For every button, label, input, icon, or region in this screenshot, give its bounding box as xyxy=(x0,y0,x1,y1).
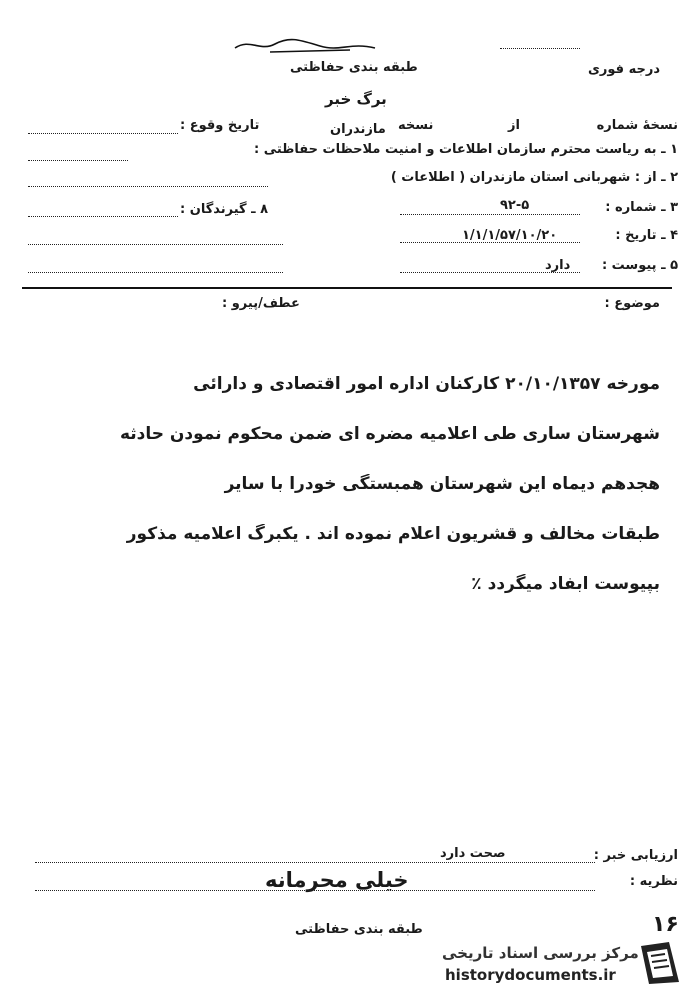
field-5-num: ۵ xyxy=(670,258,678,273)
field-5-label: پیوست xyxy=(611,258,657,273)
body-line-5: بپیوست ابفاد میگردد ٪ xyxy=(471,574,660,594)
field-1-num: ۱ xyxy=(670,142,678,157)
field-1-dots xyxy=(28,160,128,161)
field-3-label: شماره xyxy=(615,200,657,215)
field-4-row: ۴ ـ تاریخ : xyxy=(615,228,678,243)
field-3-value: ۹۲-۵ xyxy=(500,198,530,213)
recipients-label: ۸ ـ گیرندگان : xyxy=(180,202,269,217)
archive-logo-icon xyxy=(635,938,685,988)
copy-label: نسخه xyxy=(398,118,434,133)
date-of-occurrence-label: تاریخ وقوع : xyxy=(180,118,260,133)
field-1-row: ۱ ـ به ریاست محترم سازمان اطلاعات و امنیت ملاحظات حفاظتی : xyxy=(253,142,678,157)
field-1-suffix: ملاحظات حفاظتی : xyxy=(253,142,381,157)
body-line-3: هجدهم دیماه این شهرستان همبستگی خودرا با سایر xyxy=(224,474,660,494)
classification-top: طبقه بندی حفاظتی xyxy=(290,60,418,75)
field-2-num: ۲ xyxy=(670,170,678,185)
field-1-value: ریاست محترم سازمان اطلاعات و امنیت xyxy=(384,142,640,157)
field-5-row: ۵ ـ پیوست : xyxy=(601,258,678,273)
of-label: از xyxy=(508,118,520,133)
evaluation-value: صحت دارد xyxy=(440,846,506,861)
reference-label: عطف/پیرو : xyxy=(222,296,300,311)
field-1-label: به xyxy=(643,142,657,157)
opinion-value: خیلی محرمانه xyxy=(265,868,409,892)
field-4-value: ۱/۱/۱/۵۷/۱۰/۲۰ xyxy=(462,228,558,243)
top-stamp-scribble xyxy=(230,34,380,56)
field-2-row: ۲ ـ از : شهربانی استان مازندران ( اطلاعات ) xyxy=(390,170,678,185)
field-5-value: دارد xyxy=(545,258,571,273)
header-separator xyxy=(22,287,672,289)
body-line-2: شهرستان ساری طی اعلامیه مضره ای ضمن محکوم نمودن حادثه xyxy=(119,424,660,444)
field-2-label: از xyxy=(644,170,657,185)
date-dots xyxy=(28,133,178,134)
body-line-1: مورخه ۲۰/۱۰/۱۳۵۷ کارکنان اداره امور اقتصادی و دارائی xyxy=(193,374,660,394)
field-2-dots xyxy=(28,186,268,187)
recipients-dots-1 xyxy=(28,216,178,217)
classification-bottom: طبقه بندی حفاظتی xyxy=(295,922,423,937)
field-2-value: شهربانی استان مازندران ( اطلاعات ) xyxy=(390,170,631,185)
priority-label: درجه فوری xyxy=(588,62,660,77)
form-title: برگ خبر xyxy=(325,90,387,108)
recipients-dots-2 xyxy=(28,244,283,245)
field-4-label: تاریخ xyxy=(625,228,657,243)
evaluation-dots xyxy=(35,862,595,863)
copy-number-label: نسخهٔ شماره xyxy=(596,118,678,133)
watermark-line-1: مرکز بررسی اسناد تاریخی xyxy=(442,944,639,962)
handwritten-place: مازندران xyxy=(330,122,386,137)
evaluation-label: ارزیابی خبر : xyxy=(593,848,678,863)
field-4-num: ۴ xyxy=(670,228,678,243)
recipients-dots-3 xyxy=(28,272,283,273)
field-3-num: ۳ xyxy=(670,200,678,215)
watermark-line-2: historydocuments.ir xyxy=(445,966,616,984)
priority-dots xyxy=(500,48,580,49)
body-line-4: طبقات مخالف و قشریون اعلام نموده اند . یکبرگ اعلامیه مذکور xyxy=(126,524,660,544)
subject-label: موضوع : xyxy=(604,296,660,311)
opinion-label: نظریه : xyxy=(629,874,678,889)
field-3-row: ۳ ـ شماره : xyxy=(605,200,678,215)
page-number: ۱۶ xyxy=(652,912,679,937)
field-3-dots xyxy=(400,214,580,215)
